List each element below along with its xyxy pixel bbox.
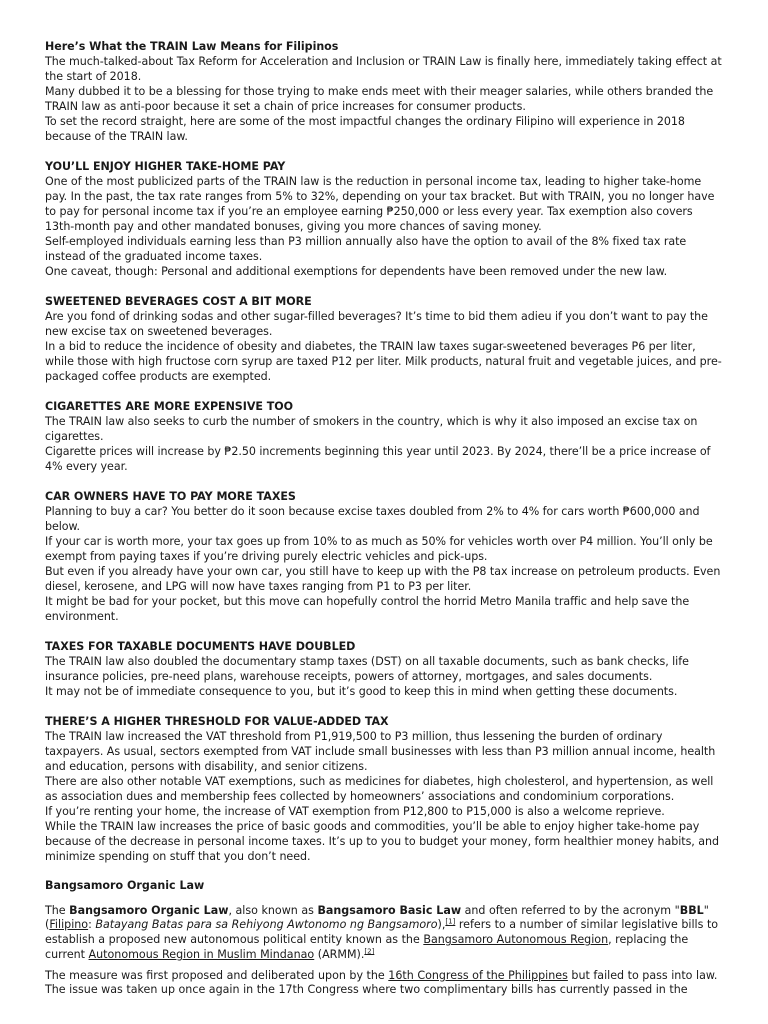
bbl-term: Bangsamoro Basic Law: [317, 903, 462, 917]
section-paragraph: The TRAIN law also doubled the documentary stamp taxes (DST) on all taxable documents, such as bank checks, life insurance policies, pre-need plans, warehouse receipts, powers of attorney, mortgages, and sales documents.: [45, 655, 689, 683]
bangsamoro-region-link[interactable]: Bangsamoro Autonomous Region: [423, 933, 609, 947]
text-run: and often referred to by the acronym ": [461, 903, 680, 917]
text-run: refers to a number of similar legislative bills to establish a proposed new autonomous political entity known as the: [45, 918, 719, 947]
section-paragraph: The TRAIN law also seeks to curb the number of smokers in the country, which is why it also imposed an excise tax on cigarettes.: [45, 415, 698, 443]
filipino-name: Batayang Batas para sa Rehiyong Awtonomo ng Bangsamoro: [95, 918, 438, 932]
section-heading: TAXES FOR TAXABLE DOCUMENTS HAVE DOUBLED: [45, 640, 356, 653]
text-run: The measure was first proposed and deliberated upon by the: [45, 968, 389, 982]
train-law-article: [45, 39, 724, 879]
bangsamoro-section: [45, 879, 724, 998]
reference-link[interactable]: [1]: [445, 917, 456, 926]
text-run: The: [45, 903, 70, 917]
text-run: (ARMM).: [314, 947, 365, 961]
bangsamoro-paragraph: [45, 969, 724, 998]
section-paragraph: It may not be of immediate consequence to you, but it’s good to keep this in mind when getting these documents.: [45, 685, 678, 698]
section-heading: CIGARETTES ARE MORE EXPENSIVE TOO: [45, 400, 293, 413]
section-paragraph: It might be bad for your pocket, but this move can hopefully control the horrid Metro Manila traffic and help save the environment.: [45, 595, 690, 623]
section-paragraph: If you’re renting your home, the increase of VAT exemption from P12,800 to P15,000 is also a welcome reprieve.: [45, 805, 665, 818]
bbl-term: BBL: [679, 903, 704, 917]
bangsamoro-heading: Bangsamoro Organic Law: [45, 879, 205, 892]
section-paragraph: Cigarette prices will increase by ₱2.50 increments beginning this year until 2023. By 2024, there’ll be a price increase of 4% every year.: [45, 445, 711, 473]
section-paragraph: One of the most publicized parts of the TRAIN law is the reduction in personal income tax, leading to higher take-home pay. In the past, the tax rate ranges from 5% to 32%, depending on your tax bracket. But with TRAIN, you no longer have to pay for personal income tax if you’re an employee earning ₱250,000 or less every year. Tax exemption also covers 13th-month pay and other mandated bonuses, giving you more chances of saving money.: [45, 175, 715, 233]
bbl-term: Bangsamoro Organic Law: [69, 903, 229, 917]
bangsamoro-paragraph: [45, 904, 724, 963]
text-run: , also known as: [228, 903, 318, 917]
reference-link[interactable]: [2]: [364, 947, 375, 956]
filipino-link[interactable]: Filipino: [49, 918, 89, 932]
section-paragraph: The TRAIN law increased the VAT threshold from P1,919,500 to P3 million, thus lessening the burden of ordinary taxpayers. As usual, sectors exempted from VAT include small businesses with less than P3 million annual income, health and education, persons with disability, and senior citizens.: [45, 730, 716, 773]
section-paragraph: While the TRAIN law increases the price of basic goods and commodities, you’ll be able to enjoy higher take-home pay because of the decrease in personal income taxes. It’s up to you to budget your money, form healthier money habits, and minimize spending on stuff that you don’t need.: [45, 820, 719, 863]
text-run: but failed to pass into law. The issue was taken up once again in the 17th Congress where two complimentary bills has currently passed in the: [45, 968, 718, 997]
section-paragraph: But even if you already have your own car, you still have to keep up with the P8 tax increase on petroleum products. Even diesel, kerosene, and LPG will now have taxes ranging from P1 to P3 per liter.: [45, 565, 721, 593]
section-paragraph: Are you fond of drinking sodas and other sugar-filled beverages? It’s time to bid them adieu if you don’t want to pay the new excise tax on sweetened beverages.: [45, 310, 708, 338]
section-heading: THERE’S A HIGHER THRESHOLD FOR VALUE-ADDED TAX: [45, 715, 389, 728]
text-run: " (: [45, 903, 709, 932]
text-run: ),: [437, 918, 446, 932]
text-run: :: [88, 918, 96, 932]
intro-paragraph: To set the record straight, here are some of the most impactful changes the ordinary Filipino will experience in 2018 because of the TRAIN law.: [45, 115, 685, 143]
section-paragraph: In a bid to reduce the incidence of obesity and diabetes, the TRAIN law taxes sugar-sweetened beverages P6 per liter, while those with high fructose corn syrup are taxed P12 per liter. Milk products, natural fruit and vegetable juices, and pre-packaged coffee products are exempted.: [45, 340, 722, 383]
section-paragraph: Planning to buy a car? You better do it soon because excise taxes doubled from 2% to 4% for cars worth ₱600,000 and below.: [45, 505, 700, 533]
section-paragraph: If your car is worth more, your tax goes up from 10% to as much as 50% for vehicles worth over P4 million. You’ll only be exempt from paying taxes if you’re driving purely electric vehicles and pick-ups.: [45, 535, 713, 563]
article-title: Here’s What the TRAIN Law Means for Filipinos: [45, 40, 339, 53]
section-paragraph: One caveat, though: Personal and additional exemptions for dependents have been removed under the new law.: [45, 265, 668, 278]
section-heading: SWEETENED BEVERAGES COST A BIT MORE: [45, 295, 312, 308]
congress-link[interactable]: 16th Congress of the Philippines: [388, 968, 568, 982]
section-heading: CAR OWNERS HAVE TO PAY MORE TAXES: [45, 490, 296, 503]
section-paragraph: There are also other notable VAT exemptions, such as medicines for diabetes, high cholesterol, and hypertension, as well as association dues and membership fees collected by homeowners’ associations and condominium corporations.: [45, 775, 714, 803]
intro-paragraph: The much-talked-about Tax Reform for Acceleration and Inclusion or TRAIN Law is finally here, immediately taking effect at the start of 2018.: [45, 55, 722, 83]
intro-paragraph: Many dubbed it to be a blessing for those trying to make ends meet with their meager salaries, while others branded the TRAIN law as anti-poor because it set a chain of price increases for consumer products.: [45, 85, 714, 113]
section-paragraph: Self-employed individuals earning less than P3 million annually also have the option to avail of the 8% fixed tax rate instead of the graduated income taxes.: [45, 235, 687, 263]
section-heading: YOU’LL ENJOY HIGHER TAKE-HOME PAY: [45, 160, 286, 173]
text-run: , replacing the current: [45, 933, 689, 961]
armm-link[interactable]: Autonomous Region in Muslim Mindanao: [88, 947, 315, 961]
